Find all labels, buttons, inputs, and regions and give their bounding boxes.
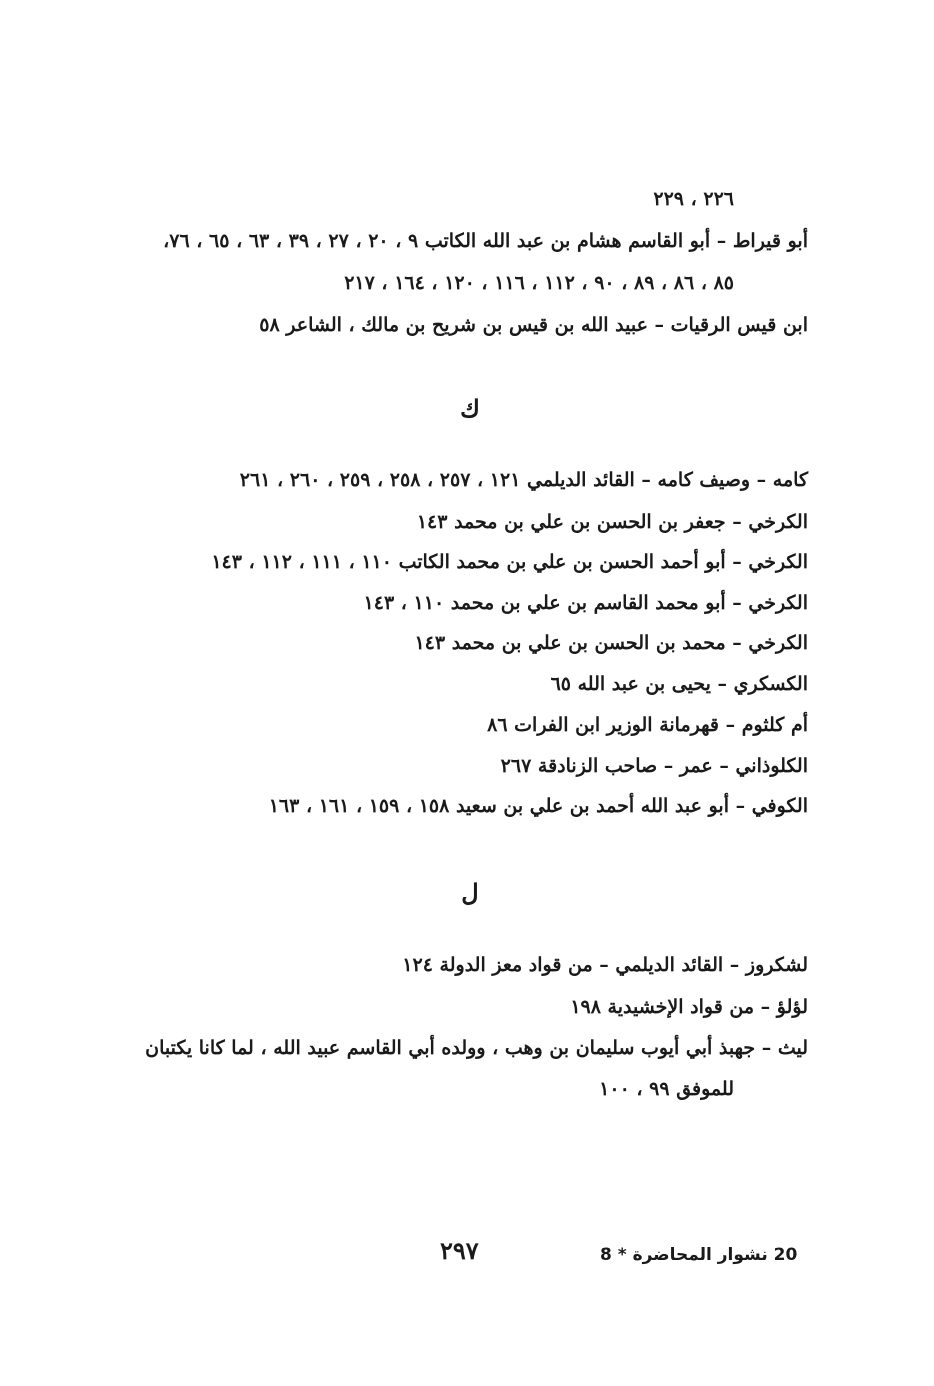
section-heading-kaf: ك	[460, 394, 480, 423]
index-entry: الكلوذاني – عمر – صاحب الزنادقة ٢٦٧	[500, 755, 808, 777]
index-entry: الكرخي – جعفر بن الحسن بن علي بن محمد ١٤٣	[416, 511, 808, 533]
index-entry: الكرخي – أبو أحمد الحسن بن علي بن محمد الكاتب ١١٠ ، ١١١ ، ١١٢ ، ١٤٣	[211, 551, 808, 573]
index-entry: لشكروز – القائد الديلمي – من قواد معز الدولة ١٢٤	[402, 954, 808, 976]
index-entry: أبو قيراط – أبو القاسم هشام بن عبد الله الكاتب ٩ ، ٢٠ ، ٢٧ ، ٣٩ ، ٦٣ ، ٦٥ ، ٧٦،	[163, 230, 808, 252]
index-entry: ليث – جهبذ أبي أيوب سليمان بن وهب ، وولده أبي القاسم عبيد الله ، لما كانا يكتبان	[145, 1037, 808, 1059]
index-entry: أم كلثوم – قهرمانة الوزير ابن الفرات ٨٦	[487, 714, 808, 736]
index-entry-continuation: ٢٢٦ ، ٢٢٩	[653, 188, 734, 210]
page-number: ٢٩٧	[440, 1236, 479, 1265]
section-heading-lam: ل	[461, 878, 479, 907]
index-entry: كامه – وصيف كامه – القائد الديلمي ١٢١ ، ٢٥٧ ، ٢٥٨ ، ٢٥٩ ، ٢٦٠ ، ٢٦١	[239, 469, 808, 491]
index-entry: الكرخي – أبو محمد القاسم بن علي بن محمد ١١٠ ، ١٤٣	[363, 592, 808, 614]
printer-signature: 20 نشوار المحاضرة * 8	[600, 1245, 798, 1265]
index-entry: الكرخي – محمد بن الحسن بن علي بن محمد ١٤٣	[414, 632, 808, 654]
index-entry: ابن قيس الرقيات – عبيد الله بن قيس بن شريح بن مالك ، الشاعر ٥٨	[259, 314, 808, 336]
index-entry: لؤلؤ – من قواد الإخشيدية ١٩٨	[570, 996, 808, 1018]
index-entry-continuation: للموفق ٩٩ ، ١٠٠	[599, 1078, 734, 1100]
index-entry-continuation: ٨٥ ، ٨٦ ، ٨٩ ، ٩٠ ، ١١٢ ، ١١٦ ، ١٢٠ ، ١٦٤ ، ٢١٧	[344, 272, 734, 294]
index-entry: الكسكري – يحيى بن عبد الله ٦٥	[550, 673, 808, 695]
index-entry: الكوفي – أبو عبد الله أحمد بن علي بن سعيد ١٥٨ ، ١٥٩ ، ١٦١ ، ١٦٣	[268, 795, 808, 817]
